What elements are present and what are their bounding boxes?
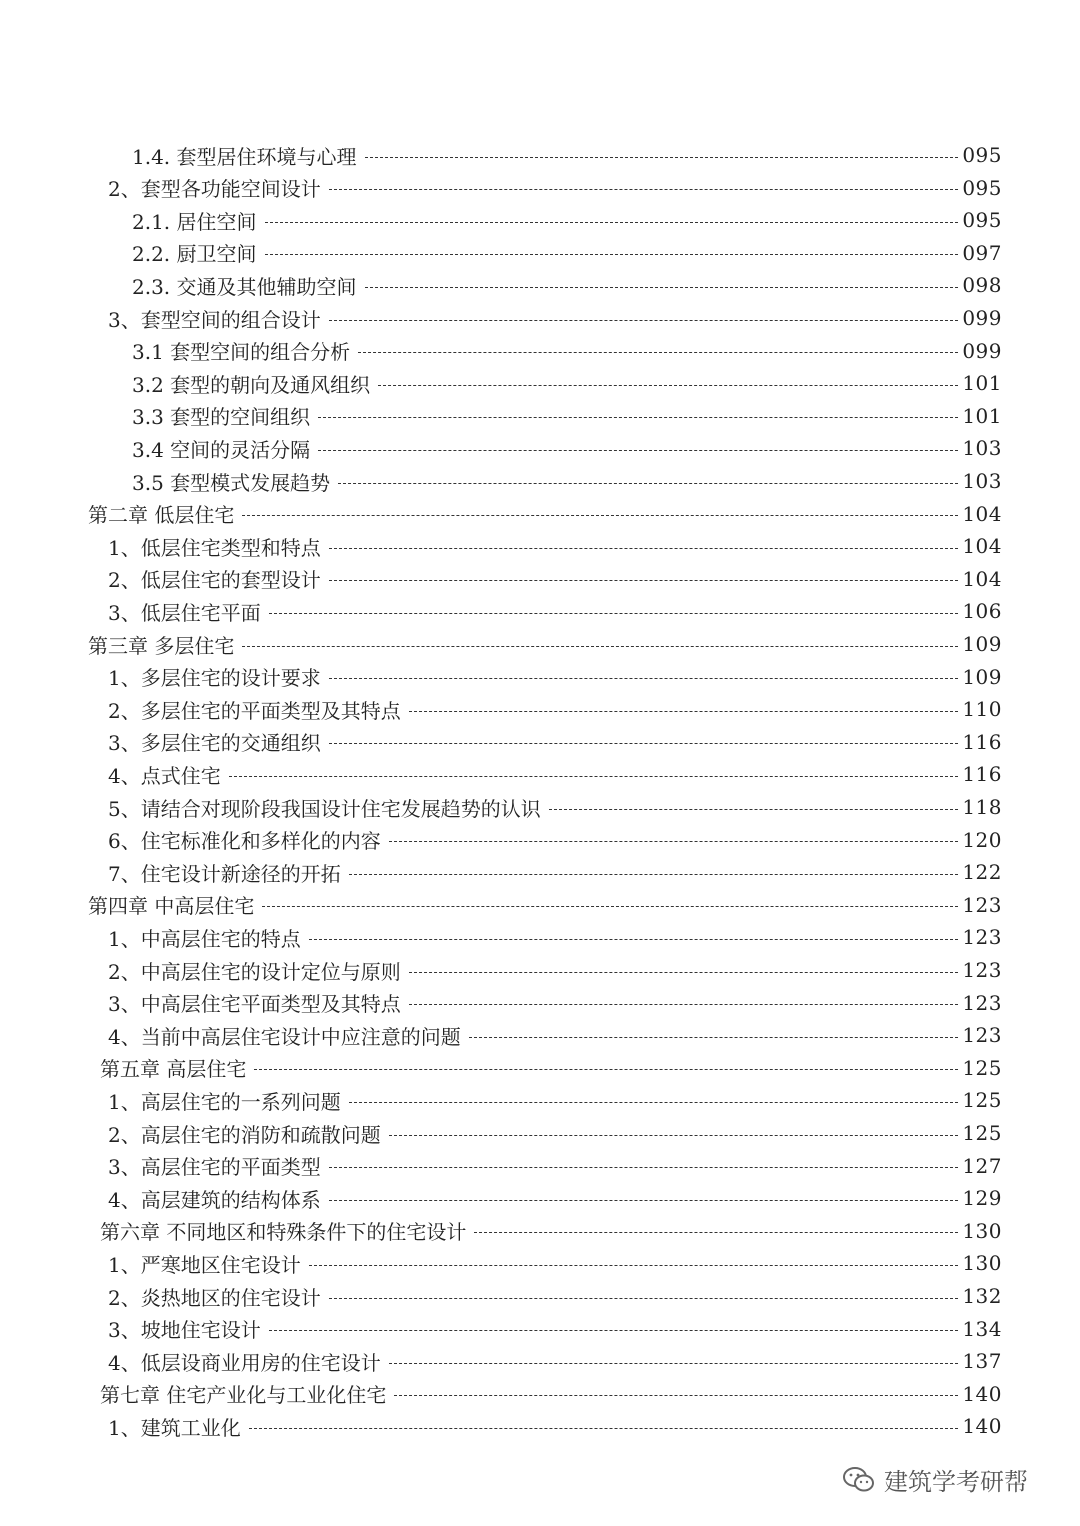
dot-leader — [329, 320, 959, 321]
watermark — [842, 1462, 1028, 1497]
toc-entry — [88, 890, 1002, 920]
dot-leader — [358, 352, 958, 353]
dot-leader — [265, 222, 959, 223]
toc-entry — [132, 140, 1002, 170]
dot-leader — [409, 972, 959, 973]
toc-entry — [108, 596, 1002, 626]
toc-entry — [100, 1053, 1002, 1083]
toc-entry-page: 123 — [962, 925, 1002, 950]
toc-entry-title: 第七章 住宅产业化与工业化住宅 — [100, 1383, 387, 1408]
watermark-text: 建筑学考研帮 — [884, 1468, 1028, 1496]
toc-entry — [132, 466, 1002, 496]
toc-entry-page: 127 — [962, 1153, 1002, 1178]
dot-leader — [329, 743, 959, 744]
toc-entry-title: 3、多层住宅的交通组织 — [108, 731, 321, 756]
dot-leader — [389, 1363, 959, 1364]
toc-entry-title: 4、高层建筑的结构体系 — [108, 1187, 321, 1212]
toc-entry — [108, 857, 1002, 887]
toc-entry — [100, 1379, 1002, 1409]
dot-leader — [318, 450, 958, 451]
toc-entry-page: 110 — [962, 697, 1002, 722]
toc-entry-title: 3、低层住宅平面 — [108, 600, 261, 625]
toc-entry-page: 103 — [962, 469, 1002, 493]
toc-entry-page: 104 — [962, 566, 1002, 591]
toc-entry-page: 137 — [962, 1349, 1002, 1374]
toc-entry-page: 109 — [962, 632, 1002, 656]
toc-entry-page: 099 — [962, 306, 1002, 330]
toc-entry-title: 3.5 套型模式发展趋势 — [132, 470, 331, 495]
toc-entry-title: 2、低层住宅的套型设计 — [108, 568, 321, 593]
toc-entry-page: 120 — [962, 827, 1002, 852]
toc-entry-title: 3.2 套型的朝向及通风组织 — [132, 372, 371, 397]
dot-leader — [242, 646, 958, 647]
dot-leader — [469, 1037, 959, 1038]
toc-entry-title: 2.1. 居住空间 — [132, 209, 257, 234]
dot-leader — [329, 1298, 959, 1299]
toc-entry — [108, 922, 1002, 952]
toc-entry-page: 140 — [962, 1414, 1002, 1439]
toc-entry-page: 095 — [962, 143, 1002, 167]
toc-entry — [108, 759, 1002, 789]
toc-entry — [108, 1020, 1002, 1050]
toc-entry — [108, 727, 1002, 757]
toc-entry-title: 1、多层住宅的设计要求 — [108, 666, 321, 691]
toc-entry-page: 125 — [962, 1121, 1002, 1145]
toc-entry-page: 099 — [962, 338, 1002, 363]
toc-entry-page: 104 — [962, 534, 1002, 559]
dot-leader — [254, 1069, 958, 1070]
toc-entry — [132, 238, 1002, 268]
toc-entry — [132, 336, 1002, 366]
toc-entry-page: 123 — [962, 990, 1002, 1015]
dot-leader — [309, 1265, 959, 1266]
toc-entry-title: 第五章 高层住宅 — [100, 1057, 247, 1082]
toc-entry-title: 1、低层住宅类型和特点 — [108, 535, 321, 560]
toc-entry-title: 1、建筑工业化 — [108, 1415, 241, 1440]
dot-leader — [242, 515, 958, 516]
toc-entry — [108, 792, 1002, 822]
toc-entry-page: 104 — [962, 501, 1002, 526]
toc-entry — [108, 988, 1002, 1018]
dot-leader — [265, 254, 959, 255]
toc-entry-title: 4、当前中高层住宅设计中应注意的问题 — [108, 1024, 461, 1049]
toc-entry-title: 3.3 套型的空间组织 — [132, 405, 311, 430]
toc-entry — [108, 1281, 1002, 1311]
dot-leader — [365, 287, 959, 288]
toc-entry — [132, 205, 1002, 235]
wechat-icon — [842, 1466, 876, 1494]
dot-leader — [269, 1330, 959, 1331]
toc-entry — [108, 694, 1002, 724]
toc-entry — [108, 1151, 1002, 1181]
dot-leader — [269, 613, 959, 614]
toc-entry-page: 134 — [962, 1316, 1002, 1341]
dot-leader — [329, 548, 959, 549]
toc-entry-page: 101 — [962, 403, 1002, 428]
toc-entry-title: 5、请结合对现阶段我国设计住宅发展趋势的认识 — [108, 796, 541, 821]
dot-leader — [329, 1200, 959, 1201]
toc-entry-title: 1.4. 套型居住环境与心理 — [132, 144, 357, 169]
dot-leader — [249, 1428, 959, 1429]
toc-entry-page: 097 — [962, 240, 1002, 265]
toc-entry-page: 101 — [962, 371, 1002, 396]
toc-entry-page: 103 — [962, 436, 1002, 461]
toc-entry-title: 7、住宅设计新途径的开拓 — [108, 861, 341, 886]
toc-entry-page: 109 — [962, 664, 1002, 689]
toc-entry-page: 130 — [962, 1251, 1002, 1276]
dot-leader — [329, 580, 959, 581]
toc-entry — [100, 1216, 1002, 1246]
toc-entry — [108, 1118, 1002, 1148]
toc-entry-page: 116 — [962, 762, 1002, 787]
toc-entry-title: 4、点式住宅 — [108, 763, 221, 788]
toc-entry-page: 129 — [962, 1186, 1002, 1211]
toc-entry — [108, 1085, 1002, 1115]
toc-entry — [88, 499, 1002, 529]
toc-entry-title: 6、住宅标准化和多样化的内容 — [108, 829, 381, 854]
toc-entry — [108, 662, 1002, 692]
dot-leader — [229, 776, 959, 777]
toc-entry-page: 106 — [962, 599, 1002, 624]
dot-leader — [262, 906, 958, 907]
dot-leader — [365, 157, 959, 158]
toc-entry-page: 122 — [962, 860, 1002, 885]
toc-entry-title: 3、中高层住宅平面类型及其特点 — [108, 992, 401, 1017]
toc-entry-page: 132 — [962, 1284, 1002, 1308]
toc-entry-page: 116 — [962, 729, 1002, 754]
toc-entry — [108, 531, 1002, 561]
toc-entry — [108, 825, 1002, 855]
toc-entry — [108, 1346, 1002, 1376]
dot-leader — [409, 711, 959, 712]
toc-entry-title: 2、炎热地区的住宅设计 — [108, 1285, 321, 1310]
toc-entry — [108, 1248, 1002, 1278]
dot-leader — [318, 417, 958, 418]
toc-entry — [108, 173, 1002, 203]
toc-entry-title: 2、高层住宅的消防和疏散问题 — [108, 1122, 381, 1147]
dot-leader — [338, 483, 958, 484]
dot-leader — [389, 1135, 959, 1136]
toc-entry — [108, 1411, 1002, 1441]
dot-leader — [329, 189, 959, 190]
dot-leader — [474, 1232, 958, 1233]
toc-entry — [132, 368, 1002, 398]
dot-leader — [329, 678, 959, 679]
toc-entry — [88, 629, 1002, 659]
toc-entry-title: 第六章 不同地区和特殊条件下的住宅设计 — [100, 1220, 467, 1245]
toc-entry-page: 123 — [962, 1023, 1002, 1048]
toc-entry-title: 3.1 套型空间的组合分析 — [132, 340, 351, 365]
toc-entry-page: 140 — [962, 1381, 1002, 1406]
toc-entry-title: 第四章 中高层住宅 — [88, 894, 255, 919]
dot-leader — [394, 1395, 958, 1396]
toc-entry — [108, 564, 1002, 594]
toc-entry-title: 4、低层设商业用房的住宅设计 — [108, 1350, 381, 1375]
toc-entry-title: 第二章 低层住宅 — [88, 503, 235, 528]
dot-leader — [329, 1167, 959, 1168]
toc-entry-title: 3、坡地住宅设计 — [108, 1318, 261, 1343]
toc-entry — [132, 401, 1002, 431]
toc-entry-page: 095 — [962, 208, 1002, 233]
toc-entry-title: 3.4 空间的灵活分隔 — [132, 437, 311, 462]
dot-leader — [549, 809, 959, 810]
dot-leader — [389, 841, 959, 842]
toc-entry-title: 1、高层住宅的一系列问题 — [108, 1089, 341, 1114]
toc-entry-page: 130 — [962, 1218, 1002, 1243]
dot-leader — [309, 939, 959, 940]
toc-entry-page: 095 — [962, 175, 1002, 200]
toc-entry-page: 123 — [962, 958, 1002, 982]
toc-entry-title: 2、多层住宅的平面类型及其特点 — [108, 698, 401, 723]
toc-entry — [132, 270, 1002, 300]
toc-entry-title: 1、严寒地区住宅设计 — [108, 1252, 301, 1277]
toc-entry — [108, 1183, 1002, 1213]
toc-entry-page: 118 — [962, 795, 1002, 819]
toc-entry-page: 098 — [962, 273, 1002, 298]
dot-leader — [349, 1102, 959, 1103]
toc-entry — [108, 303, 1002, 333]
toc-entry — [108, 955, 1002, 985]
toc-entry-title: 第三章 多层住宅 — [88, 633, 235, 658]
toc-entry — [132, 433, 1002, 463]
toc-entry-page: 125 — [962, 1055, 1002, 1080]
dot-leader — [378, 385, 958, 386]
toc-entry-title: 2、中高层住宅的设计定位与原则 — [108, 959, 401, 984]
toc-entry — [108, 1314, 1002, 1344]
dot-leader — [409, 1004, 959, 1005]
toc-entry-title: 2.2. 厨卫空间 — [132, 242, 257, 267]
toc-entry-page: 125 — [962, 1088, 1002, 1113]
toc-entry-title: 3、套型空间的组合设计 — [108, 307, 321, 332]
toc-entry-title: 2.3. 交通及其他辅助空间 — [132, 274, 357, 299]
toc-entry-title: 1、中高层住宅的特点 — [108, 926, 301, 951]
toc-entry-title: 3、高层住宅的平面类型 — [108, 1155, 321, 1180]
toc-entry-title: 2、套型各功能空间设计 — [108, 177, 321, 202]
dot-leader — [349, 874, 959, 875]
toc-entry-page: 123 — [962, 892, 1002, 917]
